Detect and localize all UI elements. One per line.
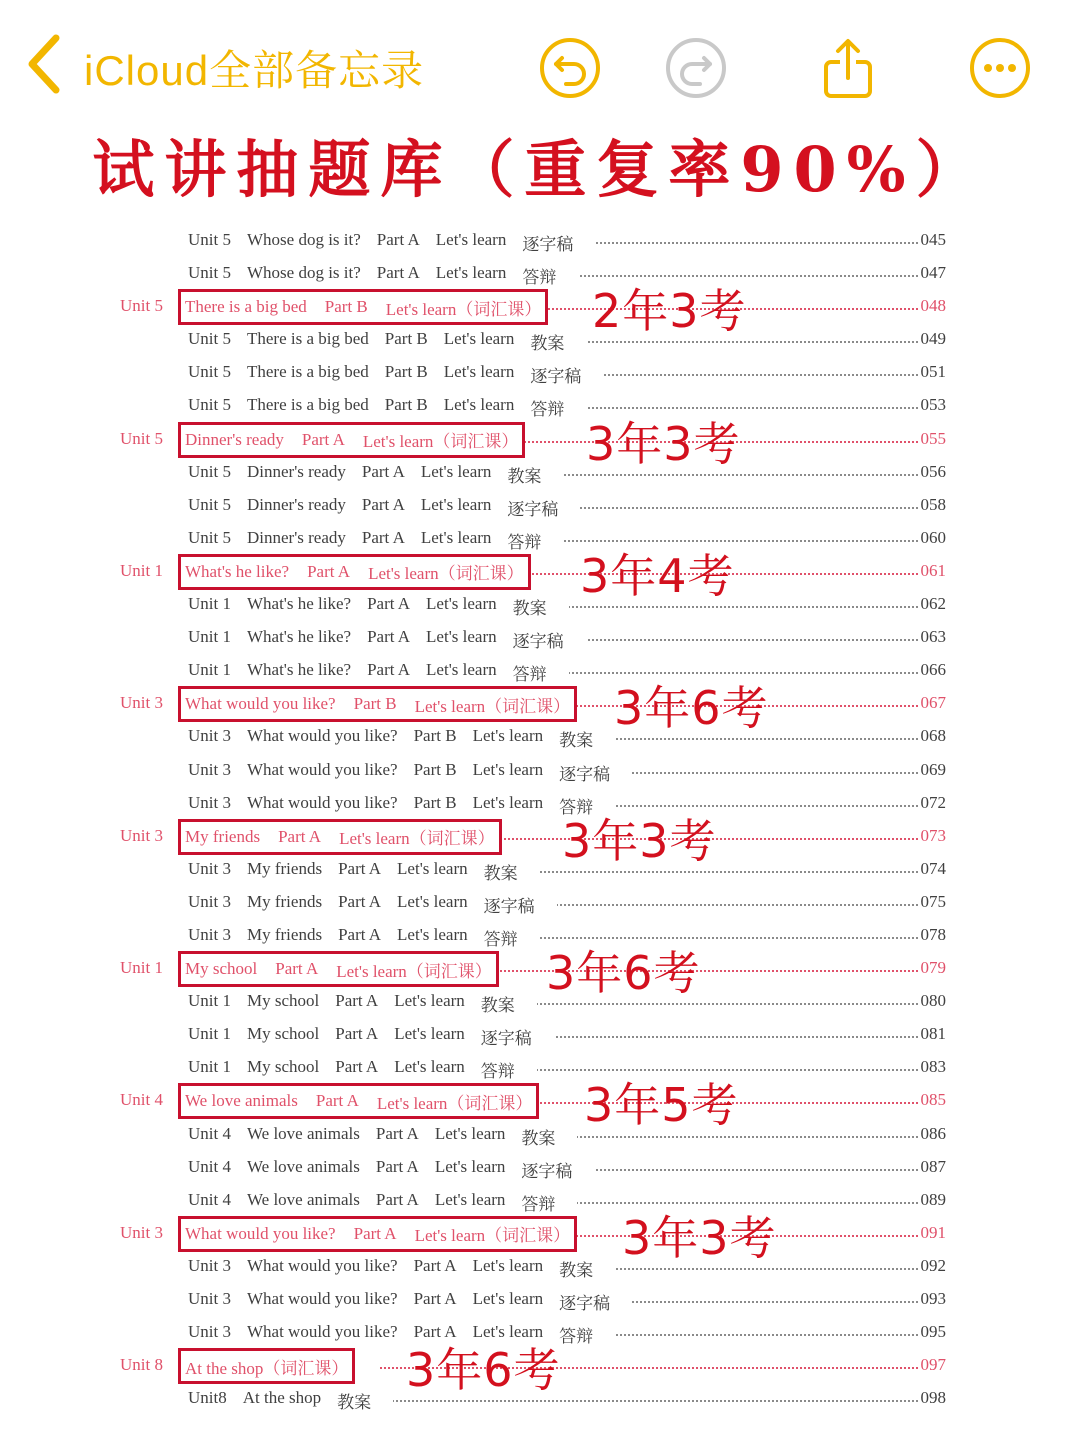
page-number: 058	[918, 495, 947, 515]
toc-cell: Part A	[361, 461, 405, 481]
toc-cell: Unit 5	[188, 362, 231, 382]
redo-icon[interactable]	[664, 36, 728, 100]
toc-cell: We love animals	[246, 1156, 360, 1176]
toc-cell: Unit 5	[188, 395, 231, 415]
toc-row	[0, 523, 1080, 556]
navigation-bar	[0, 0, 1080, 120]
toc-cell: Unit 1	[188, 991, 231, 1011]
toc-cell: 教案	[507, 466, 542, 486]
toc-entry-text	[188, 859, 540, 884]
toc-cell: Let's learn	[426, 594, 497, 614]
toc-cell: Dinner's ready	[246, 527, 346, 547]
toc-cell: We love animals	[246, 1123, 360, 1143]
toc-cell: Unit 1	[188, 660, 231, 680]
toc-cell: 教案	[559, 1260, 594, 1280]
toc-entry-text	[188, 660, 569, 685]
toc-row	[0, 887, 1080, 920]
toc-cell: Unit 5	[188, 329, 231, 349]
toc-cell: Let's learn（词汇课）	[385, 299, 542, 319]
toc-cell: Unit 5	[188, 230, 231, 249]
highlight-box	[178, 686, 577, 722]
toc-cell: My school	[246, 1057, 320, 1077]
toc-entry-text	[188, 1024, 554, 1049]
toc-entry-text	[188, 263, 578, 288]
toc-cell: Part A	[301, 429, 345, 449]
toc-row	[0, 755, 1080, 788]
toc-cell: There is a big bed	[246, 395, 369, 415]
toc-row	[0, 1251, 1080, 1284]
page-number: 095	[918, 1322, 947, 1342]
highlight-box	[178, 422, 525, 458]
toc-row	[0, 390, 1080, 423]
toc-row	[0, 1119, 1080, 1152]
page-number: 060	[918, 528, 947, 548]
toc-cell: Let's learn	[426, 660, 497, 680]
toc-cell: Part A	[375, 1156, 419, 1176]
toc-cell: 教案	[337, 1393, 372, 1413]
unit-label: Unit 4	[120, 1090, 163, 1110]
toc-cell: Part A	[367, 660, 411, 680]
page-number: 067	[918, 693, 947, 713]
toc-cell: What's he like?	[185, 561, 290, 581]
toc-entry-text	[188, 760, 632, 785]
toc-cell: Let's learn	[472, 1289, 544, 1308]
toc-cell: Part B	[384, 329, 428, 349]
note-headline: 试讲抽题库（重复率90%）	[92, 133, 988, 206]
toc-entry-text	[188, 1124, 577, 1149]
toc-cell: Dinner's ready	[185, 429, 284, 449]
toc-cell: Let's learn（词汇课）	[376, 1093, 533, 1113]
toc-cell: 逐字稿	[512, 632, 564, 652]
toc-row	[0, 225, 1080, 258]
toc-cell: Part A	[335, 1024, 379, 1044]
toc-cell: What would you like?	[185, 1223, 336, 1243]
toc-cell: Part A	[338, 858, 382, 878]
toc-cell: Whose dog is it?	[246, 230, 361, 249]
unit-label: Unit 5	[120, 296, 163, 316]
page-number: 087	[918, 1157, 947, 1177]
toc-cell: 教案	[512, 599, 547, 619]
toc-cell: Let's learn	[397, 858, 468, 878]
page-number: 080	[918, 991, 947, 1011]
page-number: 093	[918, 1289, 947, 1309]
toc-cell: Let's learn	[394, 1024, 465, 1044]
toc-cell: Let's learn	[394, 991, 465, 1011]
page-number: 072	[918, 793, 947, 813]
toc-cell: Let's learn（词汇课）	[362, 432, 519, 452]
toc-cell: 教案	[559, 731, 594, 751]
unit-label: Unit 3	[120, 1222, 163, 1242]
toc-cell: Part A	[338, 891, 382, 911]
toc-cell: Unit 5	[188, 461, 231, 481]
toc-cell: Unit 3	[188, 759, 231, 779]
page-number: 081	[918, 1024, 947, 1044]
toc-entry-text	[188, 395, 586, 420]
toc-cell: 答辩	[480, 1062, 515, 1082]
toc-row	[0, 920, 1080, 953]
handwritten-frequency-note: 3年3考	[562, 813, 717, 868]
toc-cell: Let's learn（词汇课）	[414, 1226, 571, 1246]
toc-cell: There is a big bed	[246, 362, 369, 382]
toc-cell: Unit 1	[188, 594, 231, 614]
toc-entry-text	[188, 726, 615, 751]
share-icon[interactable]	[816, 36, 880, 100]
toc-cell: 逐字稿	[559, 764, 611, 784]
toc-cell: What would you like?	[246, 1322, 398, 1342]
toc-cell: At the shop	[242, 1388, 322, 1408]
toc-row	[0, 1052, 1080, 1085]
toc-cell: 答辩	[507, 532, 542, 552]
toc-row	[0, 1284, 1080, 1317]
toc-cell: Part A	[413, 1289, 457, 1308]
toc-cell: 教案	[530, 334, 565, 354]
toc-entry-text	[188, 793, 615, 818]
toc-cell: Unit 3	[188, 1322, 231, 1342]
toc-entry-text	[188, 1289, 632, 1314]
handwritten-frequency-note: 3年6考	[406, 1343, 561, 1398]
toc-cell: Unit 3	[188, 891, 231, 911]
toc-cell: Part A	[353, 1223, 397, 1243]
dot-leader	[380, 1400, 918, 1402]
toc-cell: Part A	[335, 991, 379, 1011]
toc-cell: What's he like?	[246, 627, 352, 647]
toc-entry-text	[188, 1157, 594, 1182]
toc-cell: Whose dog is it?	[246, 263, 361, 283]
toc-cell: Part B	[413, 726, 457, 746]
toc-cell: Let's learn（词汇课）	[414, 696, 571, 716]
page-number: 063	[918, 627, 947, 647]
highlight-box	[178, 951, 499, 987]
page-number: 075	[918, 892, 947, 912]
page-number: 053	[918, 395, 947, 415]
toc-cell: 答辩	[483, 929, 518, 949]
page-number: 089	[918, 1190, 947, 1210]
toc-cell: My friends	[246, 891, 323, 911]
toc-cell: Part A	[361, 494, 405, 514]
toc-cell: Let's learn	[435, 263, 507, 283]
toc-cell: Part A	[275, 959, 319, 979]
toc-row	[0, 357, 1080, 390]
handwritten-frequency-note: 3年3考	[622, 1210, 777, 1265]
page-number: 047	[918, 263, 947, 283]
toc-cell: My school	[246, 991, 320, 1011]
toc-cell: 教案	[480, 996, 515, 1016]
toc-cell: Part A	[361, 527, 405, 547]
highlight-box	[178, 1348, 355, 1384]
page-number: 078	[918, 925, 947, 945]
handwritten-frequency-note: 3年5考	[584, 1078, 739, 1133]
page-number: 091	[918, 1223, 947, 1243]
toc-cell: Part A	[376, 230, 420, 249]
toc-cell: Part B	[384, 395, 428, 415]
toc-cell: 逐字稿	[483, 896, 535, 916]
toc-cell: What would you like?	[185, 694, 336, 714]
toc-cell: Part B	[413, 792, 457, 812]
highlight-box	[178, 289, 548, 325]
toc-entry-text	[188, 528, 563, 553]
toc-cell: Unit 3	[188, 726, 231, 746]
handwritten-frequency-note: 2年3考	[592, 284, 747, 339]
chevron-left-icon[interactable]	[22, 32, 66, 96]
toc-cell: Part A	[375, 1123, 419, 1143]
toc-cell: Part A	[307, 561, 351, 581]
page-number: 062	[918, 594, 947, 614]
toc-cell: 逐字稿	[522, 235, 574, 254]
toc-cell: What would you like?	[246, 759, 398, 779]
toc-entry-text	[188, 925, 540, 950]
toc-cell: Let's learn	[420, 461, 492, 481]
page-number: 066	[918, 660, 947, 680]
toc-cell: Dinner's ready	[246, 494, 346, 514]
toc-cell: 教案	[483, 863, 518, 883]
toc-cell: 答辩	[521, 1194, 556, 1214]
toc-entry-text	[188, 495, 580, 520]
toc-cell: Let's learn	[420, 527, 492, 547]
undo-icon[interactable]	[538, 36, 602, 100]
page-number: 068	[918, 726, 947, 746]
highlighted-toc-row	[0, 548, 1080, 603]
page-number: 069	[918, 760, 947, 780]
toc-cell: Unit 5	[188, 494, 231, 514]
page-number: 048	[918, 296, 947, 316]
toc-entry-text	[188, 329, 586, 354]
toc-cell: What would you like?	[246, 1255, 398, 1275]
toc-cell: Part B	[353, 694, 397, 714]
toc-cell: Part A	[375, 1189, 419, 1209]
page-number: 049	[918, 329, 947, 349]
toc-cell: Unit 5	[188, 263, 231, 283]
unit-label: Unit 3	[120, 825, 163, 845]
toc-row	[0, 490, 1080, 523]
handwritten-frequency-note: 3年3考	[586, 416, 741, 471]
page-number: 086	[918, 1124, 947, 1144]
toc-cell: Let's learn	[443, 395, 515, 415]
toc-cell: Part A	[315, 1091, 359, 1111]
toc-cell: Let's learn	[434, 1156, 506, 1176]
toc-cell: 逐字稿	[480, 1029, 532, 1049]
toc-cell: My friends	[246, 924, 323, 944]
toc-cell: Let's learn	[472, 1255, 544, 1275]
toc-entry-text	[188, 362, 603, 387]
toc-cell: There is a big bed	[185, 297, 307, 317]
toc-cell: Let's learn	[397, 891, 468, 911]
toc-cell: Let's learn（词汇课）	[336, 961, 492, 981]
toc-cell: Part A	[278, 826, 322, 846]
page-number: 051	[918, 362, 947, 382]
toc-cell: 逐字稿	[507, 499, 559, 519]
toc-row	[0, 854, 1080, 887]
unit-label: Unit 3	[120, 693, 163, 713]
toc-cell: 逐字稿	[530, 367, 582, 387]
toc-cell: Unit8	[188, 1388, 227, 1408]
toc-cell: What would you like?	[246, 1289, 398, 1308]
toc-cell: Let's learn	[472, 726, 544, 746]
toc-cell: Unit 4	[188, 1156, 231, 1176]
toc-cell: What's he like?	[246, 660, 352, 680]
toc-row	[0, 324, 1080, 357]
page-number: 045	[918, 230, 947, 250]
toc-row	[0, 258, 1080, 291]
toc-cell: Let's learn（词汇课）	[368, 564, 524, 584]
toc-cell: Unit 3	[188, 1255, 231, 1275]
unit-label: Unit 1	[120, 958, 163, 978]
toc-cell: Part B	[324, 297, 368, 317]
page-number: 061	[918, 561, 947, 581]
toc-row	[0, 1185, 1080, 1218]
toc-cell: Let's learn	[435, 230, 507, 249]
toc-cell: Unit 3	[188, 858, 231, 878]
toc-cell: We love animals	[185, 1091, 298, 1111]
toc-cell: Let's learn	[426, 627, 497, 647]
toc-cell: Part A	[367, 627, 411, 647]
toc-cell: Unit 1	[188, 1024, 231, 1044]
toc-entry-text	[188, 1388, 393, 1413]
toc-cell: 答辩	[559, 797, 594, 817]
unit-label: Unit 5	[120, 428, 163, 448]
toc-cell: 逐字稿	[559, 1294, 611, 1313]
toc-entry-text	[188, 991, 537, 1016]
toc-row	[0, 1152, 1080, 1185]
page-number: 056	[918, 462, 947, 482]
toc-cell: We love animals	[246, 1189, 360, 1209]
toc-entry-text	[188, 1190, 577, 1215]
toc-cell: My friends	[246, 858, 323, 878]
toc-cell: Part A	[376, 263, 420, 283]
toc-cell: Unit 5	[188, 527, 231, 547]
toc-entry-text	[188, 1057, 537, 1082]
toc-row	[0, 721, 1080, 754]
toc-cell: My school	[185, 959, 258, 979]
handwritten-frequency-note: 3年4考	[580, 548, 735, 603]
toc-cell: What would you like?	[246, 726, 398, 746]
toc-cell: 逐字稿	[521, 1161, 573, 1181]
ellipsis-icon[interactable]	[968, 36, 1032, 100]
toc-entry-text	[188, 462, 563, 487]
table-of-contents	[0, 225, 1080, 1416]
highlight-box	[178, 819, 502, 855]
toc-row	[0, 622, 1080, 655]
page-number: 079	[918, 958, 947, 978]
toc-cell: 答辩	[559, 1327, 594, 1347]
toc-entry-text	[188, 1256, 615, 1281]
toc-entry-text	[188, 230, 595, 255]
toc-cell: Let's learn	[434, 1189, 506, 1209]
page-number: 092	[918, 1256, 947, 1276]
toc-cell: Let's learn	[472, 792, 544, 812]
page-number: 098	[918, 1388, 947, 1408]
page-number: 055	[918, 429, 947, 449]
toc-cell: Let's learn	[472, 759, 544, 779]
handwritten-frequency-note: 3年6考	[614, 681, 769, 736]
toc-entry-text	[188, 594, 569, 619]
toc-cell: Part A	[338, 924, 382, 944]
toc-cell: Let's learn	[420, 494, 492, 514]
toc-cell: Dinner's ready	[246, 461, 346, 481]
toc-entry-text	[188, 627, 586, 652]
highlight-box	[178, 554, 531, 590]
toc-cell: Part A	[413, 1255, 457, 1275]
toc-cell: Let's learn	[472, 1322, 544, 1342]
page-number: 085	[918, 1090, 947, 1110]
highlight-box	[178, 1216, 577, 1252]
toc-cell: Part B	[413, 759, 457, 779]
toc-row	[0, 589, 1080, 622]
toc-cell: My school	[246, 1024, 320, 1044]
toc-cell: Let's learn（词汇课）	[339, 829, 495, 849]
back-to-notes-link[interactable]: iCloud全部备忘录	[84, 47, 425, 94]
handwritten-frequency-note: 3年6考	[546, 946, 701, 1001]
toc-row	[0, 655, 1080, 688]
highlight-box	[178, 1083, 539, 1119]
toc-cell: Let's learn	[397, 924, 468, 944]
toc-cell: Let's learn	[394, 1057, 465, 1077]
toc-row	[0, 986, 1080, 1019]
toc-cell: Unit 1	[188, 627, 231, 647]
toc-cell: Let's learn	[443, 362, 515, 382]
toc-cell: Part B	[384, 362, 428, 382]
toc-cell: Unit 3	[188, 792, 231, 812]
toc-cell: At the shop（词汇课）	[185, 1358, 349, 1378]
toc-cell: Let's learn	[443, 329, 515, 349]
toc-cell: Let's learn	[434, 1123, 506, 1143]
toc-row	[0, 788, 1080, 821]
toc-cell: Unit 3	[188, 1289, 231, 1308]
toc-cell: What would you like?	[246, 792, 398, 812]
page-number: 074	[918, 859, 947, 879]
toc-cell: There is a big bed	[246, 329, 369, 349]
toc-cell: 答辩	[522, 268, 557, 288]
toc-row	[0, 1019, 1080, 1052]
toc-cell: Part A	[413, 1322, 457, 1342]
unit-label: Unit 8	[120, 1355, 163, 1375]
toc-cell: Part A	[367, 594, 411, 614]
toc-cell: Unit 4	[188, 1123, 231, 1143]
page-number: 097	[918, 1355, 947, 1375]
toc-cell: Unit 1	[188, 1057, 231, 1077]
toc-cell: Part A	[335, 1057, 379, 1077]
toc-cell: Unit 4	[188, 1189, 231, 1209]
toc-cell: 教案	[521, 1128, 556, 1148]
toc-entry-text	[188, 892, 557, 917]
page-number: 083	[918, 1057, 947, 1077]
toc-cell: My friends	[185, 826, 261, 846]
toc-cell: 答辩	[512, 665, 547, 685]
unit-label: Unit 1	[120, 560, 163, 580]
toc-cell: 答辩	[530, 400, 565, 420]
page-number: 073	[918, 826, 947, 846]
toc-cell: What's he like?	[246, 594, 352, 614]
toc-cell: Unit 3	[188, 924, 231, 944]
toc-row	[0, 457, 1080, 490]
